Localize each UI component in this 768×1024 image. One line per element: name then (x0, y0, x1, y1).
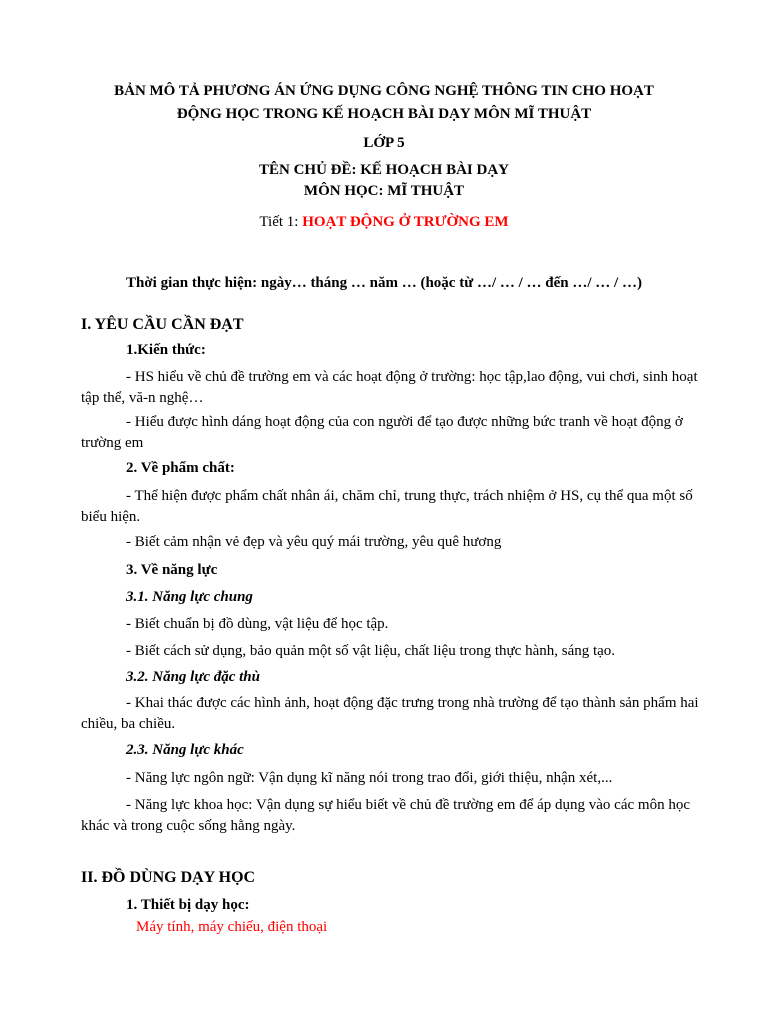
qualities-item-2: - Biết cảm nhận vẻ đẹp và yêu quý mái trường, yêu quê hương (126, 534, 502, 550)
other-competence-item-1: - Năng lực ngôn ngữ: Vận dụng kĩ năng nói trong trao đổi, giới thiệu, nhận xét,... (126, 770, 613, 786)
knowledge-heading: 1.Kiến thức: (126, 342, 206, 358)
subject-heading: MÔN HỌC: MĨ THUẬT (303, 183, 465, 199)
section-2-heading: II. ĐỒ DÙNG DẠY HỌC (81, 869, 256, 886)
doc-title-line-2: ĐỘNG HỌC TRONG KẾ HOẠCH BÀI DẠY MÔN MĨ THUẬT (176, 106, 592, 122)
equipment-list: Máy tính, máy chiếu, điện thoại (136, 919, 328, 935)
lesson-line (0, 212, 768, 232)
other-competence-heading: 2.3. Năng lực khác (126, 742, 244, 758)
section-1-heading: I. YÊU CẦU CẦN ĐẠT (81, 316, 244, 333)
doc-title-line-1: BẢN MÔ TẢ PHƯƠNG ÁN ỨNG DỤNG CÔNG NGHỆ THÔNG TIN CHO HOẠT (114, 83, 654, 99)
other-competence-item-2: - Năng lực khoa học: Vận dụng sự hiểu biết về chủ đề trường em để áp dụng vào các môn học khác và trong cuộc sống hằng ngày. (81, 797, 690, 834)
knowledge-item-2: - Hiểu được hình dáng hoạt động của con người để tạo được những bức tranh về hoạt động ở trường em (81, 414, 683, 451)
equipment-heading: 1. Thiết bị dạy học: (126, 897, 250, 913)
time-line: Thời gian thực hiện: ngày… tháng … năm … (hoặc từ …/ … / … đến …/ … / …) (126, 275, 642, 291)
lesson-prefix: Tiết 1: (259, 214, 303, 230)
knowledge-item-1: - HS hiểu về chủ đề trường em và các hoạt động ở trường: học tập,lao động, vui chơi, sinh hoạt tập thể, vă-n nghệ… (81, 369, 698, 406)
topic-heading: TÊN CHỦ ĐỀ: KẾ HOẠCH BÀI DẠY (258, 162, 510, 178)
specific-competence-heading: 3.2. Năng lực đặc thù (126, 669, 260, 685)
general-competence-item-1: - Biết chuẩn bị đồ dùng, vật liệu để học tập. (126, 616, 389, 632)
qualities-heading: 2. Về phẩm chất: (126, 460, 235, 476)
general-competence-heading: 3.1. Năng lực chung (126, 589, 253, 605)
general-competence-item-2: - Biết cách sử dụng, bảo quản một số vật liệu, chất liệu trong thực hành, sáng tạo. (126, 643, 616, 659)
grade-heading: LỚP 5 (363, 135, 405, 151)
lesson-name: HOẠT ĐỘNG Ở TRƯỜNG EM (302, 214, 509, 230)
qualities-item-1: - Thể hiện được phẩm chất nhân ái, chăm chỉ, trung thực, trách nhiệm ở HS, cụ thể qua một số biểu hiện. (81, 488, 693, 525)
specific-competence-item-1: - Khai thác được các hình ảnh, hoạt động đặc trưng trong nhà trường để tạo thành sản phẩm hai chiều, ba chiều. (81, 695, 699, 732)
competence-heading: 3. Về năng lực (126, 562, 218, 578)
